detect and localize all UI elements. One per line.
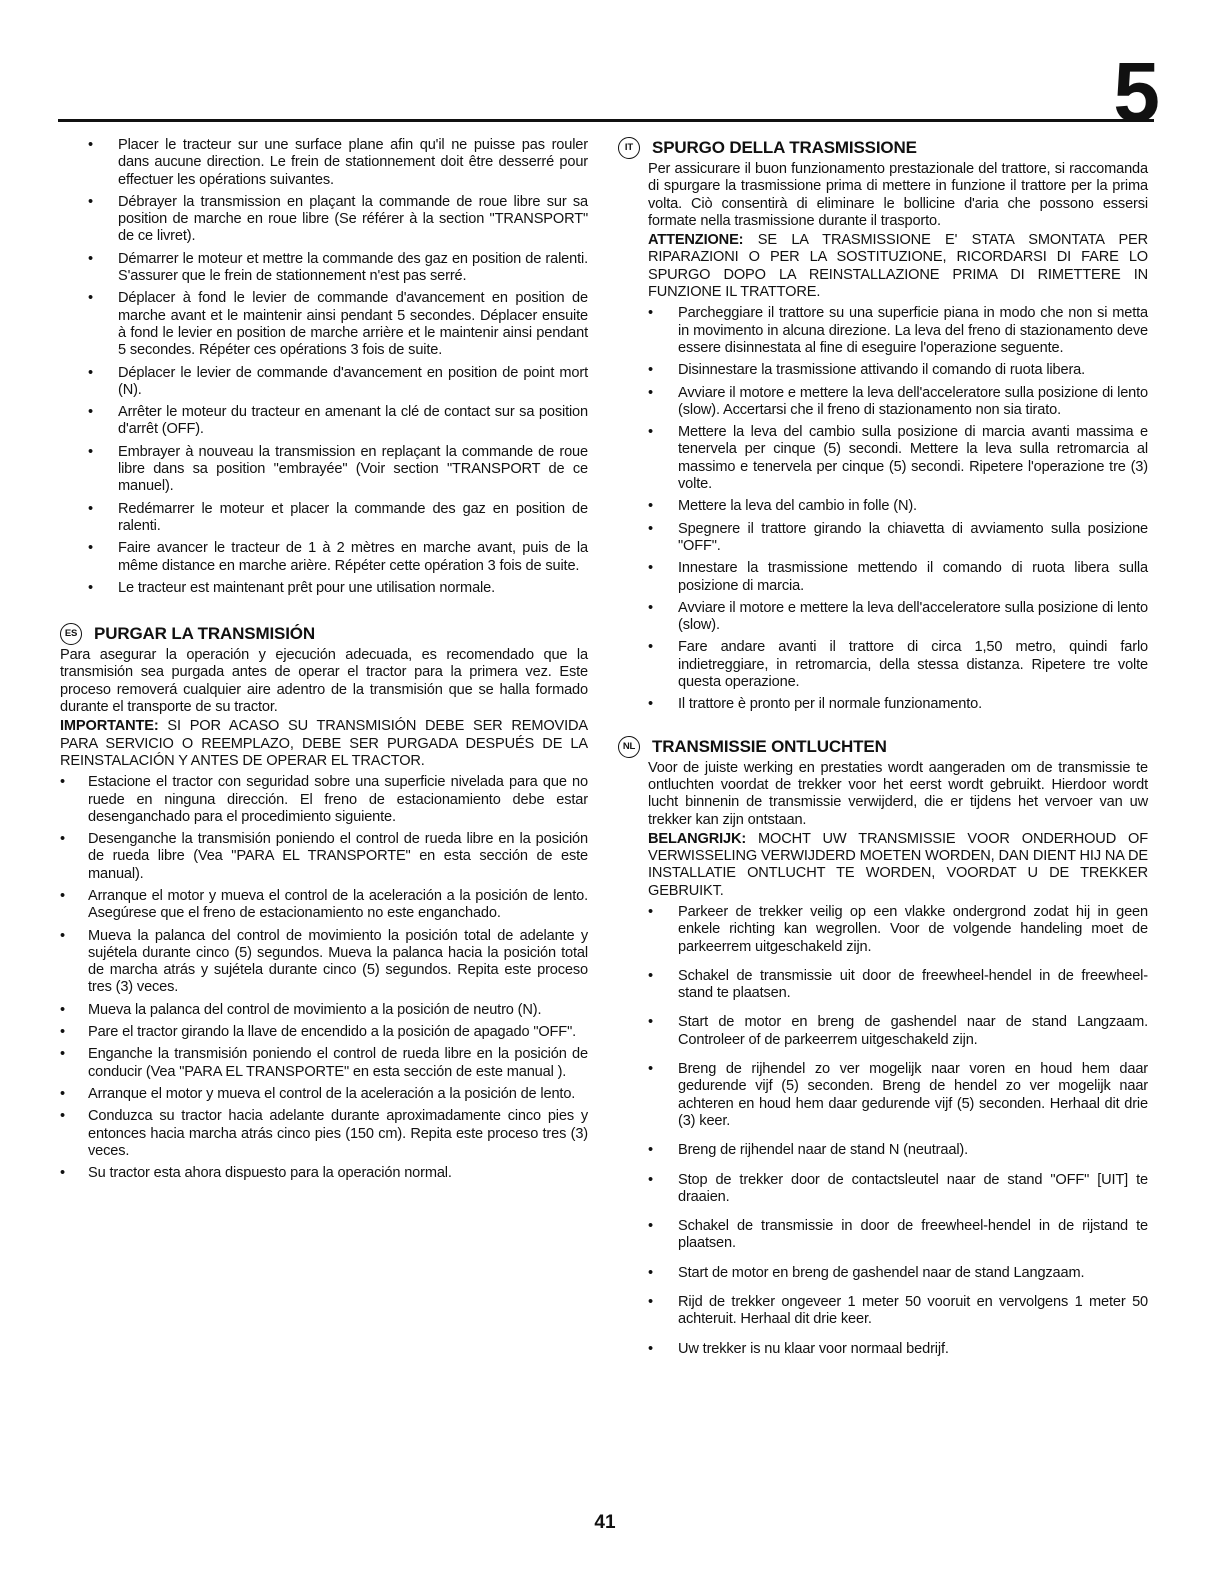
it-step: • Parcheggiare il trattore su una superficie piana in modo che non si metta in movimento in alcuna direzione. La leva del freno di stazionamento deve essere disinnestata al fine di eseguire l'operazione seguente. bbox=[648, 305, 1148, 357]
es-warning-label: IMPORTANTE: bbox=[60, 718, 159, 735]
it-intro: Per assicurare il buon funzionamento prestazionale del trattore, si raccomanda di spurgare la trasmissione prima di mettere in funzione il trattore per la prima volta. Ciò consentirà di eliminare le bollicine d'aria che possono essersi formate nella trasmissione durante il trasporto. bbox=[648, 161, 1148, 229]
nl-step: • Rijd de trekker ongeveer 1 meter 50 vooruit en vervolgens 1 meter 50 achteruit. Herhaal dit drie keer. bbox=[648, 1294, 1148, 1329]
fr-step: • Déplacer le levier de commande d'avancement en position de point mort (N). bbox=[88, 365, 588, 400]
it-language-icon: IT bbox=[618, 137, 640, 159]
fr-step: • Faire avancer le tracteur de 1 à 2 mètres en marche avant, puis de la même distance en marche arière. Répéter cette opération 3 fois de suite. bbox=[88, 540, 588, 575]
nl-step: • Stop de trekker door de contactsleutel naar de stand "OFF" [UIT] te draaien. bbox=[648, 1172, 1148, 1207]
nl-warning bbox=[648, 831, 1148, 900]
it-step: • Spegnere il trattore girando la chiavetta di avviamento sulla posizione "OFF". bbox=[648, 521, 1148, 556]
nl-step: • Parkeer de trekker veilig op een vlakke ondergrond zodat hij in geen enkele richting kan wegrollen. Voor de volgende handeling moet de parkeerrem uitgeschakeld zijn. bbox=[648, 904, 1148, 956]
it-step: • Avviare il motore e mettere la leva dell'acceleratore sulla posizione di lento (slow). Accertarsi che il freno di stazionamento non sia tirato. bbox=[648, 385, 1148, 420]
right-column bbox=[622, 137, 1149, 1370]
es-step: • Mueva la palanca del control de movimiento la posición total de adelante y sujétela durante cinco (5) segundos. Mueva la palanca hacia la posición total de marcha atrás y sujétela durante cinco (5) segundos. Repita este proceso tres (3) veces. bbox=[60, 928, 588, 997]
nl-title: TRANSMISSIE ONTLUCHTEN bbox=[652, 736, 887, 756]
it-step: • Fare andare avanti il trattore di circa 1,50 metro, quindi farlo indietreggiare, in retromarcia, della stessa distanza. Ripetere tre volte questa operazione. bbox=[648, 639, 1148, 691]
fr-step: • Débrayer la transmission en plaçant la commande de roue libre sur sa position de marche en roue libre (Se référer à la section "TRANSPORT" de ce livret). bbox=[88, 194, 588, 246]
nl-warning-label: BELANGRIJK: bbox=[648, 830, 747, 847]
nl-heading bbox=[618, 736, 1148, 758]
it-warning bbox=[648, 232, 1148, 301]
nl-language-icon: NL bbox=[618, 736, 640, 758]
fr-step: • Placer le tracteur sur une surface plane afin qu'il ne puisse pas rouler dans aucune direction. Le frein de stationnement doit être desserré pour effectuer les opérations suivantes. bbox=[88, 137, 588, 189]
it-steps bbox=[648, 305, 1148, 713]
es-steps bbox=[60, 774, 588, 1182]
es-warning-text: SI POR ACASO SU TRANSMISIÓN DEBE SER REMOVIDA PARA SERVICIO O REEMPLAZO, DEBE SER PURGADA DESPUÉS DE LA REINSTALACIÓN Y ANTES DE OPERAR EL TRACTOR. bbox=[60, 718, 588, 769]
fr-step: • Démarrer le moteur et mettre la commande des gaz en position de ralenti. S'assurer que le frein de stationnement n'est pas serré. bbox=[88, 251, 588, 286]
it-step: • Innestare la trasmissione mettendo il comando di ruota libera sulla posizione di marcia. bbox=[648, 560, 1148, 595]
es-step: • Estacione el tractor con seguridad sobre una superficie nivelada para que no ruede en ninguna dirección. El freno de estacionamiento debe estar desenganchado para el procedimiento siguiente. bbox=[60, 774, 588, 826]
nl-step: • Uw trekker is nu klaar voor normaal bedrijf. bbox=[648, 1341, 1148, 1358]
fr-step: • Arrêter le moteur du tracteur en amenant la clé de contact sur sa position d'arrêt (OFF). bbox=[88, 404, 588, 439]
nl-step: • Breng de rijhendel zo ver mogelijk naar voren en houd hem daar gedurende vijf (5) seconden. Breng de hendel zo ver mogelijk naar achteren en houd hem daar gedurende vijf (5) seconden. Herhaal dit drie (3) keer. bbox=[648, 1061, 1148, 1130]
nl-body bbox=[648, 760, 1148, 1358]
it-title: SPURGO DELLA TRASMISSIONE bbox=[652, 138, 917, 157]
it-step: • Avviare il motore e mettere la leva dell'acceleratore sulla posizione di lento (slow). bbox=[648, 600, 1148, 635]
es-heading bbox=[60, 623, 588, 645]
es-step: • Mueva la palanca del control de movimiento a la posición de neutro (N). bbox=[60, 1002, 588, 1019]
it-section bbox=[618, 137, 1148, 714]
it-step: • Mettere la leva del cambio sulla posizione di marcia avanti massima e tenervela per cinque (5) secondi. Mettere la leva sulla retromarcia al massimo e tenervela per cinque (5) secondi. Ripetere l'operazione tre (3) volte. bbox=[648, 424, 1148, 493]
it-step: • Mettere la leva del cambio in folle (N). bbox=[648, 498, 1148, 515]
fr-step: • Redémarrer le moteur et placer la commande des gaz en position de ralenti. bbox=[88, 501, 588, 536]
fr-step: • Le tracteur est maintenant prêt pour une utilisation normale. bbox=[88, 580, 588, 597]
es-title: PURGAR LA TRANSMISIÓN bbox=[94, 624, 315, 644]
es-intro: Para asegurar la operación y ejecución adecuada, es recomendado que la transmisión sea purgada antes de operar el tractor para la primera vez. Este proceso removerá cualquier aire adentro de la transmisión que se halla formado durante el transporte de su tractor. bbox=[60, 647, 588, 716]
page-number: 41 bbox=[594, 1512, 616, 1533]
es-step: • Desenganche la transmisión poniendo el control de rueda libre en la posición de rueda libre (Vea "PARA EL TRANSPORTE" en esta sección de este manual). bbox=[60, 831, 588, 883]
es-step: • Conduzca su tractor hacia adelante durante aproximadamente cinco pies y entonces hacia marcha atrás cinco pies (150 cm). Repita este proceso tres (3) veces. bbox=[60, 1108, 588, 1160]
es-language-icon: ES bbox=[60, 623, 82, 645]
es-step: • Su tractor esta ahora dispuesto para la operación normal. bbox=[60, 1165, 588, 1182]
nl-step: • Start de motor en breng de gashendel naar de stand Langzaam. Controleer of de parkeerrem uitgeschakeld zijn. bbox=[648, 1014, 1148, 1049]
chapter-number: 5 bbox=[1113, 45, 1158, 139]
header-rule bbox=[58, 119, 1154, 122]
nl-section bbox=[618, 736, 1148, 1358]
nl-warning-text: MOCHT UW TRANSMISSIE VOOR ONDERHOUD OF VERWISSELING VERWIJDERD MOETEN WORDEN, DAN DIENT HIJ NA DE INSTALLATIE ONTLUCHT TE WORDEN, VOORDAT U DE TREKKER GEBRUIKT. bbox=[648, 830, 1149, 899]
nl-step: • Schakel de transmissie uit door de freewheel-hendel in de freewheel-stand te plaatsen. bbox=[648, 968, 1148, 1003]
left-column bbox=[60, 137, 588, 1187]
nl-step: • Schakel de transmissie in door de freewheel-hendel in de rijstand te plaatsen. bbox=[648, 1218, 1148, 1253]
fr-step: • Déplacer à fond le levier de commande d'avancement en position de marche avant et le maintenir ainsi pendant 5 secondes. Déplacer ensuite à fond le levier en position de marche arrière et le maintenir ainsi pendant 5 secondes. Répéter ces opérations 3 fois de suite. bbox=[88, 290, 588, 359]
es-section bbox=[60, 623, 588, 1182]
fr-steps bbox=[88, 137, 588, 597]
es-step: • Enganche la transmisión poniendo el control de rueda libre en la posición de conducir (Vea "PARA EL TRANSPORTE" en esta sección de este manual ). bbox=[60, 1046, 588, 1081]
it-body bbox=[648, 161, 1148, 714]
fr-step: • Embrayer à nouveau la transmission en replaçant la commande de roue libre dans sa position "embrayée" (Voir section "TRANSPORT de ce manuel). bbox=[88, 444, 588, 496]
nl-intro: Voor de juiste werking en prestaties wordt aangeraden om de transmissie te ontluchten voordat de trekker voor het eerst wordt gebruikt. Hierdoor wordt lucht binnenin de transmissie verwijderd, die er tijdens het vervoer van uw trekker kan zijn ontstaan. bbox=[648, 759, 1148, 828]
nl-step: • Breng de rijhendel naar de stand N (neutraal). bbox=[648, 1142, 1148, 1159]
es-step: • Arranque el motor y mueva el control de la aceleración a la posición de lento. Asegúrese que el freno de estacionamiento no este enganchado. bbox=[60, 888, 588, 923]
it-step: • Disinnestare la trasmissione attivando il comando di ruota libera. bbox=[648, 362, 1148, 379]
es-step: • Arranque el motor y mueva el control de la aceleración a la posición de lento. bbox=[60, 1086, 588, 1103]
es-step: • Pare el tractor girando la llave de encendido a la posición de apagado "OFF". bbox=[60, 1024, 588, 1041]
it-step: • Il trattore è pronto per il normale funzionamento. bbox=[648, 696, 1148, 713]
it-heading bbox=[618, 137, 1148, 159]
nl-steps bbox=[648, 904, 1148, 1358]
nl-step: • Start de motor en breng de gashendel naar de stand Langzaam. bbox=[648, 1265, 1148, 1282]
it-warning-label: ATTENZIONE: bbox=[648, 232, 744, 249]
es-warning bbox=[60, 718, 588, 770]
it-warning-text: SE LA TRASMISSIONE E' STATA SMONTATA PER RIPARAZIONI O PER LA SOSTITUZIONE, RICORDARSI DI FARE LO SPURGO DOPO LA REINSTALLAZIONE PRIMA DI RIMETTERE IN FUNZIONE IL TRATTORE. bbox=[648, 232, 1148, 301]
